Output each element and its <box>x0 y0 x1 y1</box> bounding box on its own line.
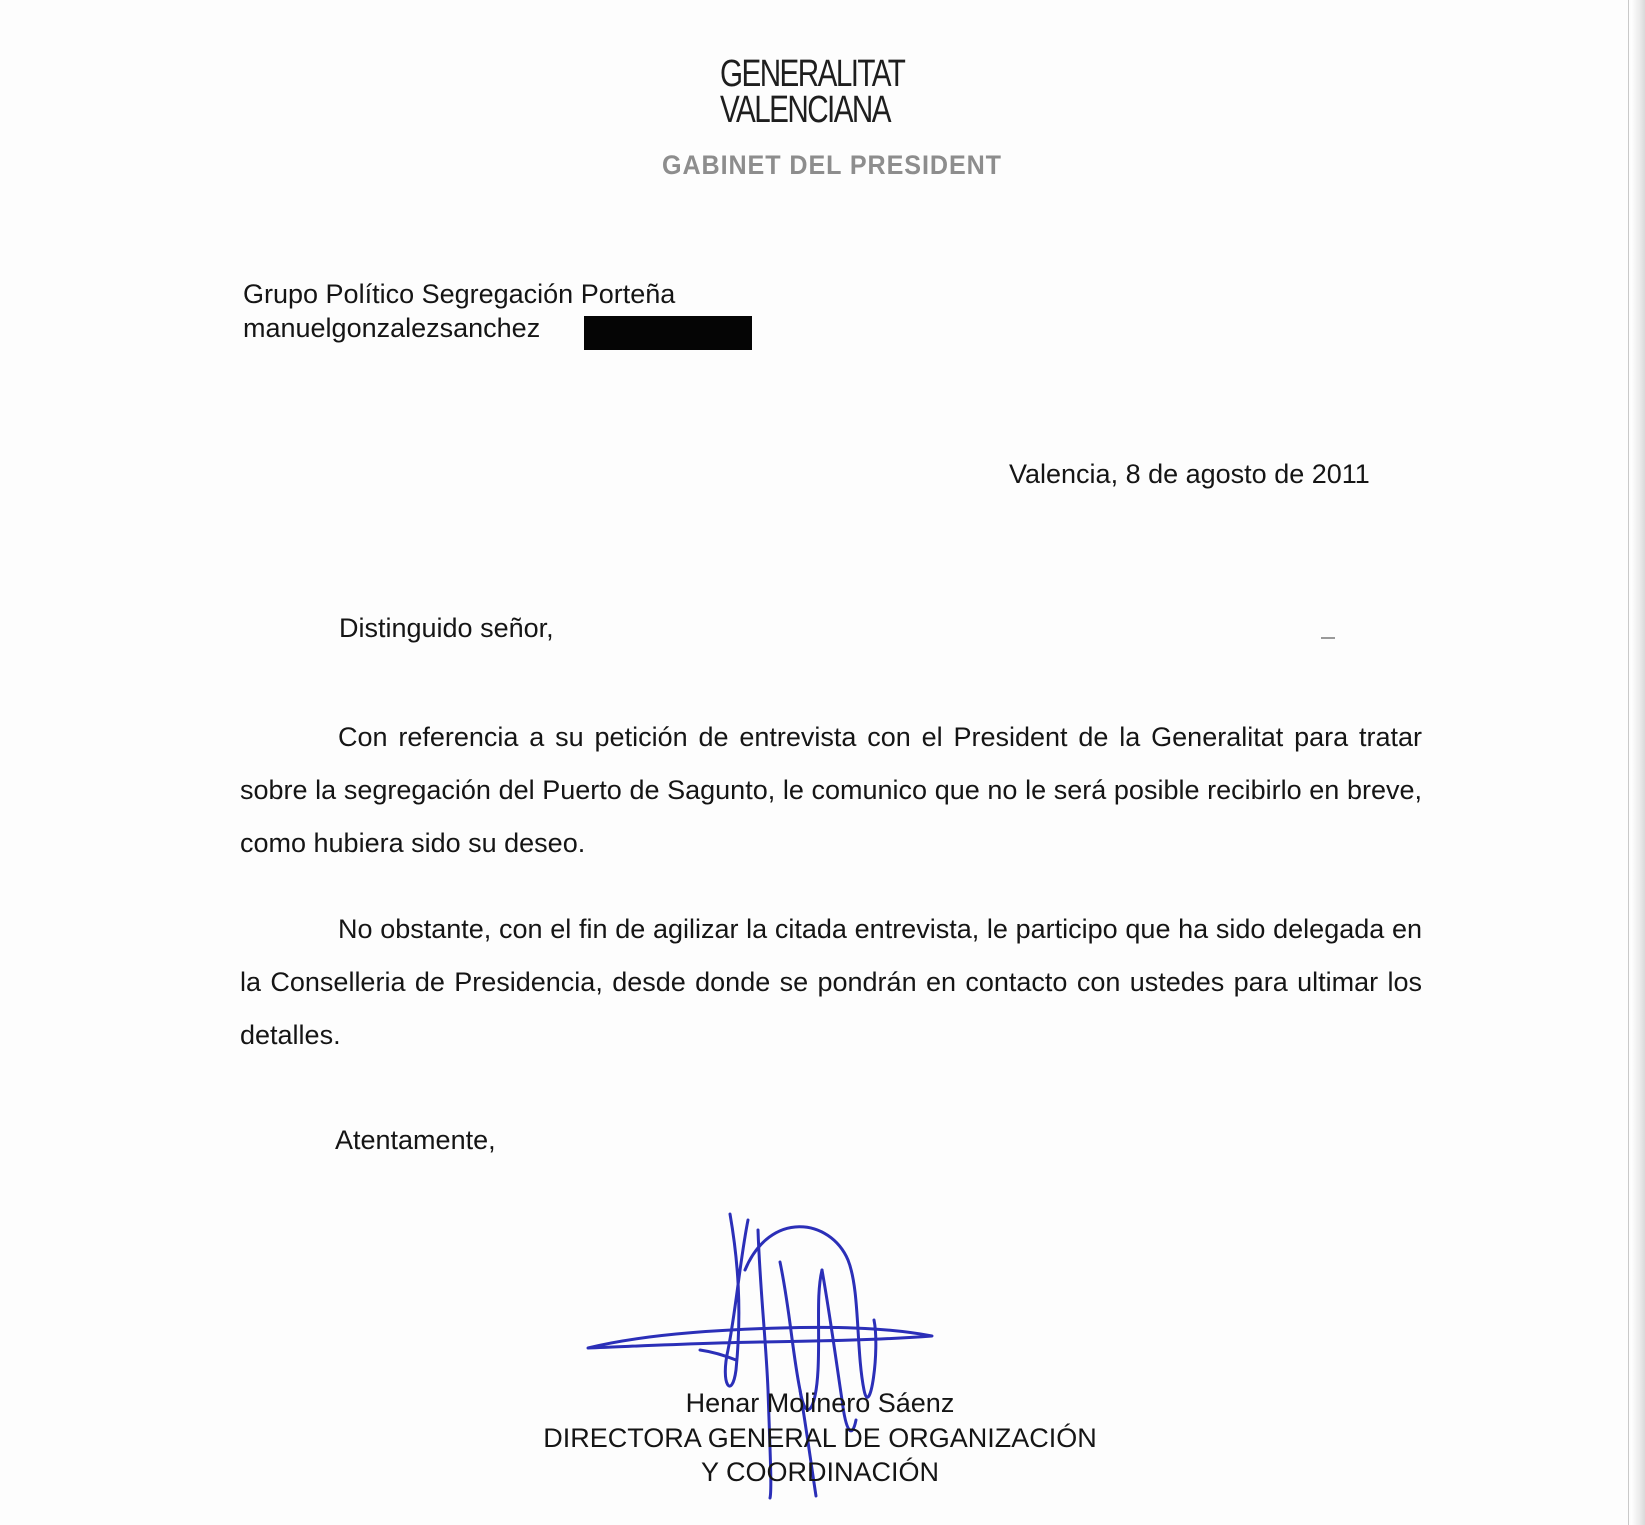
logo-line-2: VALENCIANA <box>720 89 890 131</box>
closing: Atentamente, <box>335 1125 496 1155</box>
recipient-email: manuelgonzalezsanchez <box>243 313 541 343</box>
signatory-title-line-1: DIRECTORA GENERAL DE ORGANIZACIÓN <box>543 1423 1097 1453</box>
body-paragraph-2: No obstante, con el fin de agilizar la citada entrevista, le participo que ha sido delegada en la Conselleria de Presidencia, desde donde se pondrán en contacto con ustedes para ultimar los detalles. <box>240 914 1422 1050</box>
handwritten-signature <box>580 1200 950 1500</box>
signatory-name: Henar Molinero Sáenz <box>685 1388 955 1418</box>
generalitat-logo <box>720 53 905 131</box>
letter-date: Valencia, 8 de agosto de 2011 <box>1009 459 1370 489</box>
body-paragraph-1: Con referencia a su petición de entrevista con el President de la Generalitat para tratar sobre la segregación del Puerto de Sagunto, le comunico que no le será posible recibirlo en breve, como hubiera sido su deseo. <box>240 722 1422 858</box>
scan-edge-line <box>1628 0 1629 1525</box>
recipient-organization: Grupo Político Segregación Porteña <box>243 279 676 309</box>
signatory-title-line-2: Y COORDINACIÓN <box>700 1457 940 1487</box>
redaction-bar <box>584 316 752 350</box>
greeting: Distinguido señor, <box>339 613 554 643</box>
scan-mark <box>1321 637 1335 639</box>
scan-edge-shadow <box>1631 0 1645 1525</box>
logo-line-1: GENERALITAT <box>720 53 905 95</box>
office-heading: GABINET DEL PRESIDENT <box>662 150 1002 180</box>
